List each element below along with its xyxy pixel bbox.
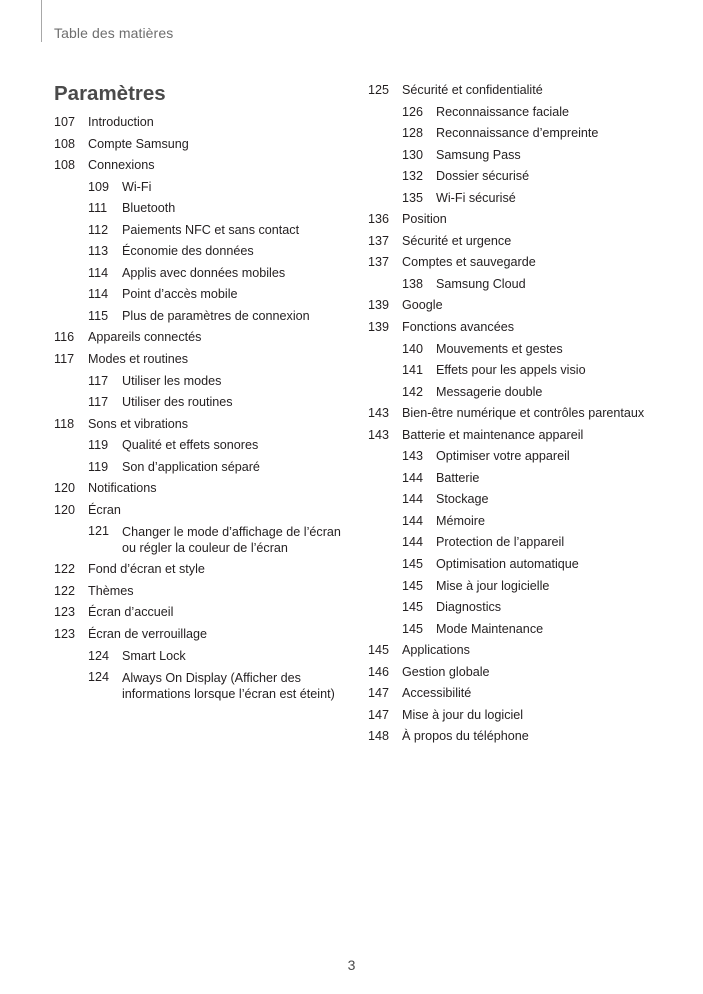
toc-entry-label: Bluetooth	[122, 201, 176, 216]
toc-page-number: 145	[402, 578, 424, 593]
toc-page-number: 148	[368, 729, 390, 744]
toc-entry-label: Optimiser votre appareil	[436, 449, 570, 464]
toc-entry-label: Stockage	[436, 492, 489, 507]
toc-page-number: 123	[54, 605, 76, 620]
toc-entry-label: Bien-être numérique et contrôles parentaux	[402, 406, 645, 421]
toc-entry-label: Accessibilité	[402, 686, 472, 701]
toc-page-number: 145	[368, 643, 390, 658]
toc-entry-label: Mouvements et gestes	[436, 341, 563, 356]
toc-entry[interactable]	[368, 468, 698, 490]
toc-page-number: 128	[402, 126, 424, 141]
toc-entry-label: Sons et vibrations	[88, 416, 189, 431]
toc-page-number: 145	[402, 621, 424, 636]
toc-page-number: 120	[54, 481, 76, 496]
toc-entry[interactable]	[368, 511, 698, 533]
toc-entry-label: Notifications	[88, 481, 157, 496]
toc-page-number: 146	[368, 664, 390, 679]
toc-page-number: 138	[402, 276, 424, 291]
toc-right-column	[368, 80, 698, 748]
toc-entry[interactable]	[368, 425, 698, 447]
toc-entry-label: Fond d’écran et style	[88, 562, 205, 577]
toc-entry-label: Smart Lock	[122, 648, 186, 663]
toc-entry[interactable]	[368, 532, 698, 554]
toc-page-number: 119	[88, 438, 109, 453]
toc-entry[interactable]	[54, 457, 384, 479]
toc-page-number: 119	[88, 459, 109, 474]
toc-entry-label: Wi-Fi	[122, 179, 152, 194]
toc-entry[interactable]	[368, 683, 698, 705]
toc-entry[interactable]	[368, 252, 698, 274]
toc-entry-label: Samsung Cloud	[436, 276, 526, 291]
toc-entry-label: Économie des données	[122, 244, 254, 259]
toc-entry-label: Utiliser les modes	[122, 373, 222, 388]
toc-page-number: 132	[402, 169, 424, 184]
toc-page-number: 125	[368, 83, 390, 97]
toc-entry[interactable]	[368, 662, 698, 684]
toc-page-number: 117	[88, 395, 109, 410]
toc-page-number: 144	[402, 535, 424, 550]
toc-page-number: 137	[368, 255, 390, 270]
toc-page-number: 117	[54, 352, 75, 367]
toc-entry[interactable]	[54, 521, 384, 559]
toc-entry[interactable]	[54, 602, 384, 624]
toc-entry[interactable]	[368, 446, 698, 468]
toc-entry[interactable]	[54, 581, 384, 603]
toc-entry[interactable]	[54, 220, 384, 242]
toc-entry[interactable]	[54, 559, 384, 581]
toc-entry-label: Écran d’accueil	[88, 605, 174, 620]
header-rule	[41, 0, 42, 42]
toc-entry-label: Mode Maintenance	[436, 621, 544, 636]
toc-entry[interactable]	[368, 317, 698, 339]
toc-entry[interactable]	[54, 646, 384, 668]
toc-entry-label: Reconnaissance faciale	[436, 104, 570, 119]
toc-page-number: 107	[54, 115, 76, 129]
toc-entry[interactable]	[54, 500, 384, 522]
toc-entry-label: Dossier sécurisé	[436, 169, 530, 184]
toc-entry-label: À propos du téléphone	[402, 729, 529, 744]
toc-entry[interactable]	[368, 231, 698, 253]
toc-entry[interactable]	[368, 576, 698, 598]
toc-entry[interactable]	[54, 112, 384, 134]
toc-entry[interactable]	[54, 624, 384, 646]
toc-page-number: 109	[88, 179, 110, 194]
toc-entry[interactable]	[54, 435, 384, 457]
toc-entry[interactable]	[368, 274, 698, 296]
toc-entry-label: Diagnostics	[436, 600, 502, 615]
toc-entry[interactable]	[368, 166, 698, 188]
toc-entry[interactable]	[368, 360, 698, 382]
toc-entry-label: Sécurité et confidentialité	[402, 83, 543, 97]
toc-page-number: 111	[88, 201, 108, 216]
toc-entry[interactable]	[368, 80, 698, 102]
toc-entry[interactable]	[54, 392, 384, 414]
toc-entry-label: Position	[402, 212, 447, 227]
toc-page-number: 144	[402, 470, 424, 485]
toc-entry[interactable]	[368, 489, 698, 511]
page-number: 3	[347, 957, 356, 973]
toc-entry[interactable]	[368, 102, 698, 124]
toc-page-number: 123	[54, 627, 76, 642]
toc-page-number: 117	[88, 373, 109, 388]
toc-entry[interactable]	[54, 414, 384, 436]
toc-entry-label: Always On Display (Afficher des informations lorsque l’écran est éteint)	[122, 671, 335, 702]
toc-entry-label: Écran	[88, 502, 121, 517]
toc-page-number: 144	[402, 492, 424, 507]
toc-page-number: 147	[368, 686, 390, 701]
toc-entry-label: Thèmes	[88, 583, 134, 598]
toc-entry[interactable]	[54, 371, 384, 393]
toc-entry-label: Paiements NFC et sans contact	[122, 222, 300, 237]
toc-page-number: 135	[402, 190, 424, 205]
toc-page-number: 147	[368, 707, 390, 722]
toc-entry-label: Introduction	[88, 115, 154, 129]
toc-entry-label: Samsung Pass	[436, 147, 521, 162]
toc-page-number: 112	[88, 222, 109, 237]
toc-entry-label: Effets pour les appels visio	[436, 363, 586, 378]
toc-page-number: 139	[368, 320, 390, 335]
toc-entry[interactable]	[368, 640, 698, 662]
toc-entry-label: Mémoire	[436, 513, 485, 528]
toc-entry-label: Utiliser des routines	[122, 395, 233, 410]
toc-page-number: 124	[88, 670, 110, 685]
toc-page-number: 145	[402, 557, 424, 572]
toc-entry-label: Appareils connectés	[88, 330, 202, 345]
toc-page-number: 137	[368, 233, 390, 248]
toc-page-number: 142	[402, 384, 424, 399]
toc-entry[interactable]	[368, 403, 698, 425]
toc-entry[interactable]	[368, 188, 698, 210]
toc-entry-label: Son d’application séparé	[122, 459, 260, 474]
toc-entry[interactable]	[54, 155, 384, 177]
toc-entry[interactable]	[368, 145, 698, 167]
toc-entry[interactable]	[368, 619, 698, 641]
toc-entry-label: Wi-Fi sécurisé	[436, 190, 516, 205]
toc-entry[interactable]	[368, 554, 698, 576]
toc-entry-label: Applis avec données mobiles	[122, 265, 286, 280]
toc-entry-label: Google	[402, 298, 443, 313]
toc-entry[interactable]	[54, 177, 384, 199]
toc-page-number: 126	[402, 104, 424, 119]
toc-page-number: 136	[368, 212, 390, 227]
toc-page-number: 108	[54, 158, 76, 173]
toc-page-number: 140	[402, 341, 424, 356]
toc-page-number: 114	[88, 265, 109, 280]
toc-page-number: 130	[402, 147, 424, 162]
toc-entry-label: Messagerie double	[436, 384, 543, 399]
toc-entry[interactable]	[368, 209, 698, 231]
toc-entry[interactable]	[368, 339, 698, 361]
toc-entry-label: Batterie	[436, 470, 480, 485]
toc-entry[interactable]	[368, 726, 698, 748]
toc-left-column	[54, 112, 384, 705]
toc-entry[interactable]	[368, 705, 698, 727]
toc-entry[interactable]	[54, 478, 384, 500]
toc-entry-label: Modes et routines	[88, 352, 189, 367]
toc-entry[interactable]	[54, 198, 384, 220]
toc-entry-label: Écran de verrouillage	[88, 627, 208, 642]
toc-entry[interactable]	[368, 382, 698, 404]
toc-page-number: 114	[88, 287, 109, 302]
toc-entry-label: Fonctions avancées	[402, 320, 515, 335]
toc-page-number: 143	[402, 449, 424, 464]
toc-page-number: 116	[54, 330, 75, 345]
toc-page-number: 118	[54, 416, 75, 431]
toc-page-number: 122	[54, 562, 76, 577]
toc-entry[interactable]	[54, 306, 384, 328]
toc-entry-label: Optimisation automatique	[436, 557, 579, 572]
toc-page-number: 139	[368, 298, 390, 313]
toc-page-number: 113	[88, 244, 109, 259]
toc-page-number: 143	[368, 406, 390, 421]
toc-entry-label: Changer le mode d’affichage de l’écran ou régler la couleur de l’écran	[122, 525, 341, 556]
toc-page-number: 124	[88, 648, 110, 663]
toc-entry[interactable]	[368, 295, 698, 317]
toc-entry-label: Applications	[402, 643, 470, 658]
toc-entry-label: Compte Samsung	[88, 136, 189, 151]
toc-entry-label: Sécurité et urgence	[402, 233, 512, 248]
toc-entry-label: Mise à jour du logiciel	[402, 707, 524, 722]
toc-page-number: 120	[54, 502, 76, 517]
toc-page-number: 115	[88, 308, 109, 323]
toc-entry-label: Point d’accès mobile	[122, 287, 238, 302]
toc-page-number: 121	[88, 524, 110, 539]
toc-entry-label: Protection de l’appareil	[436, 535, 565, 550]
toc-entry[interactable]	[54, 349, 384, 371]
header-title: Table des matières	[54, 25, 174, 41]
toc-entry[interactable]	[368, 597, 698, 619]
toc-entry[interactable]	[54, 327, 384, 349]
toc-entry-label: Reconnaissance d’empreinte	[436, 126, 599, 141]
toc-entry-label: Mise à jour logicielle	[436, 578, 550, 593]
toc-entry[interactable]	[368, 123, 698, 145]
toc-entry[interactable]	[54, 241, 384, 263]
toc-entry-label: Connexions	[88, 158, 155, 173]
toc-page-number: 141	[402, 363, 424, 378]
toc-page-number: 143	[368, 427, 390, 442]
section-title: Paramètres	[54, 82, 166, 105]
toc-entry-label: Gestion globale	[402, 664, 490, 679]
toc-page-number: 108	[54, 136, 76, 151]
toc-entry[interactable]	[54, 667, 384, 705]
toc-entry[interactable]	[54, 134, 384, 156]
toc-page-number: 144	[402, 513, 424, 528]
toc-entry-label: Batterie et maintenance appareil	[402, 427, 584, 442]
toc-entry[interactable]	[54, 284, 384, 306]
toc-page-number: 145	[402, 600, 424, 615]
toc-entry[interactable]	[54, 263, 384, 285]
toc-entry-label: Qualité et effets sonores	[122, 438, 259, 453]
toc-entry-label: Comptes et sauvegarde	[402, 255, 536, 270]
toc-entry-label: Plus de paramètres de connexion	[122, 308, 310, 323]
toc-page-number: 122	[54, 583, 76, 598]
